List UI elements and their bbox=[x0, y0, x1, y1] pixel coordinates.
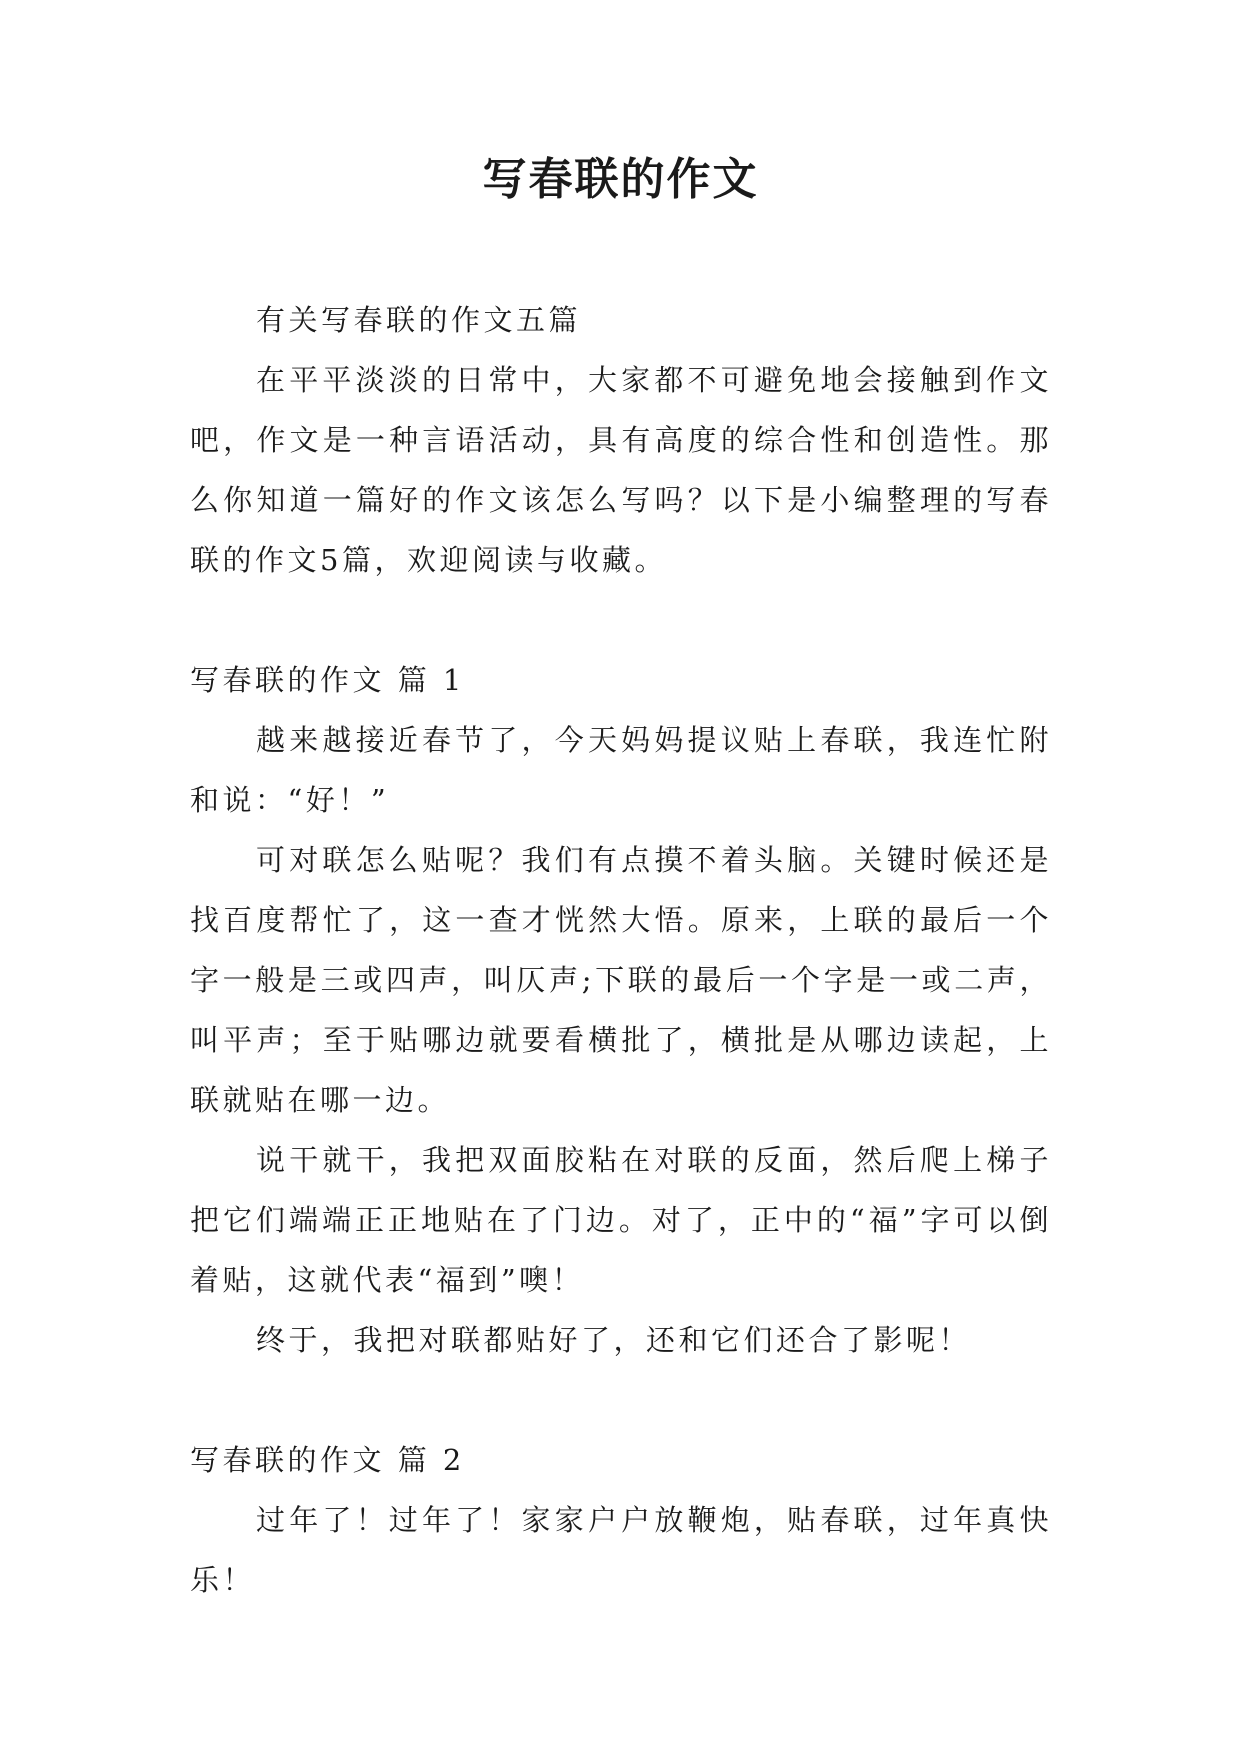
section-spacer bbox=[190, 1370, 1052, 1430]
section-1-paragraph-1: 越来越接近春节了，今天妈妈提议贴上春联，我连忙附和说：“好！” bbox=[190, 723, 1052, 817]
section-1-heading: 写春联的作文 篇 1 bbox=[190, 663, 465, 697]
section-spacer bbox=[190, 590, 1052, 650]
intro-paragraph: 在平平淡淡的日常中，大家都不可避免地会接触到作文吧，作文是一种言语活动，具有高度的综合性和创造性。那么你知道一篇好的作文该怎么写吗？以下是小编整理的写春联的作文5篇，欢迎阅读与收藏。 bbox=[190, 363, 1052, 577]
document-title: 写春联的作文 bbox=[482, 154, 759, 205]
section-2-paragraph-1: 过年了！过年了！家家户户放鞭炮，贴春联，过年真快乐！ bbox=[190, 1503, 1052, 1597]
document-subtitle: 有关写春联的作文五篇 bbox=[256, 303, 582, 337]
section-2-heading: 写春联的作文 篇 2 bbox=[190, 1443, 465, 1477]
section-1-paragraph-4: 终于，我把对联都贴好了，还和它们还合了影呢！ bbox=[256, 1323, 972, 1357]
section-1-paragraph-2: 可对联怎么贴呢？我们有点摸不着头脑。关键时候还是找百度帮忙了，这一查才恍然大悟。原来，上联的最后一个字一般是三或四声，叫仄声;下联的最后一个字是一或二声，叫平声；至于贴哪边就要看横批了，横批是从哪边读起，上联就贴在哪一边。 bbox=[190, 843, 1052, 1117]
document-body bbox=[190, 290, 1052, 1610]
section-1-paragraph-3: 说干就干，我把双面胶粘在对联的反面，然后爬上梯子把它们端端正正地贴在了门边。对了，正中的“福”字可以倒着贴，这就代表“福到”噢！ bbox=[190, 1143, 1052, 1297]
